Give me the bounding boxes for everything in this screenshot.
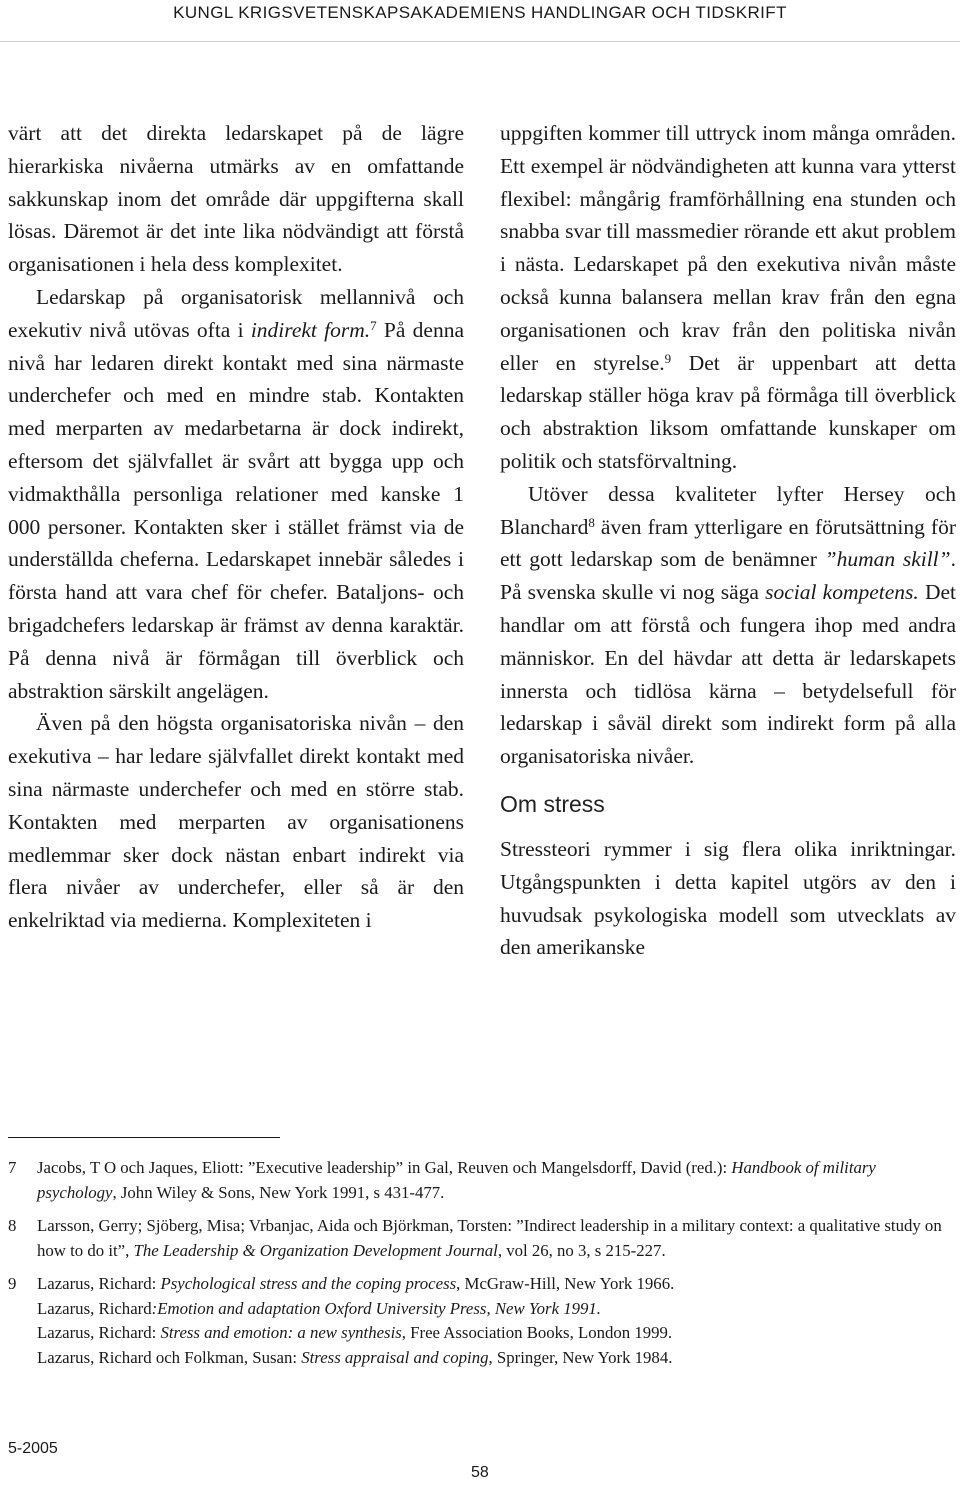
- right-paragraph-2: [500, 478, 956, 773]
- footnote-8: [8, 1214, 956, 1263]
- footnotes: [8, 1156, 956, 1379]
- footnote-title: Handbook of military psychology: [37, 1158, 876, 1202]
- footnote-text: Larsson, Gerry; Sjöberg, Misa; Vrbanjac, Aida och Björkman, Torsten: ”Indirect leadership in a military context: a qualitative study on how to do it”,: [37, 1216, 942, 1260]
- section-heading: Om stress: [500, 790, 605, 817]
- footnote-text: , vol 26, no 3, s 215-227.: [497, 1240, 666, 1260]
- right-paragraph-1: [500, 117, 956, 478]
- footnote-9: [8, 1272, 956, 1370]
- right-p2-text-b: även fram ytterligare en förutsättning för ett gott ledarskap som de benämner: [500, 514, 956, 572]
- footnote-title: Psychological stress and the coping process: [160, 1274, 457, 1293]
- footnote-text: , Free Association Books, London 1999.: [401, 1323, 673, 1342]
- footnote-text: , John Wiley & Sons, New York 1991, s 431-477.: [112, 1182, 445, 1202]
- footnote-text: Springer, New York 1984.: [492, 1347, 673, 1367]
- right-p2-text-a: Utöver dessa kvaliteter lyfter Hersey och Blanchard: [500, 481, 956, 539]
- footnote-line: [37, 1321, 956, 1346]
- left-column: [8, 117, 464, 937]
- right-p2-text-d: Det handlar om att förstå och fungera ihop med andra människor. En del hävdar att detta är ledarskapets innersta och tidlösa kärna – betydelsefull för ledarskap i såväl direkt som indirekt form på alla organisatoriska nivåer.: [500, 580, 956, 769]
- right-p2-emphasis-2: social kompetens.: [765, 580, 919, 605]
- right-p2-text-c: . På svenska skulle vi nog säga: [500, 547, 956, 605]
- footnote-title: The Leadership & Organization Development Journal: [133, 1240, 498, 1260]
- footnote-ref-7: 7: [370, 317, 377, 333]
- running-header: [0, 0, 960, 42]
- footnote-number: 8: [8, 1216, 17, 1235]
- footnote-text: Jacobs, T O och Jaques, Eliott: ”Executive leadership” in Gal, Reuven och Mangelsdorff, David (red.):: [37, 1158, 732, 1177]
- left-p2-emphasis: indirekt form.: [250, 317, 371, 342]
- page-number: 58: [471, 1464, 489, 1481]
- footnote-text: Lazarus, Richard och Folkman, Susan:: [37, 1347, 302, 1367]
- left-paragraph-1: värt att det direkta ledarskapet på de lägre hierarkiska nivåerna utmärks av en omfattande sakkunskap inom det område där uppgifterna skall lösas. Däremot är det inte lika nödvändigt att förstå organisationen i hela dess komplexitet.: [8, 121, 464, 277]
- footnote-divider: [8, 1137, 280, 1138]
- footnote-line: [37, 1346, 956, 1371]
- left-paragraph-2: [8, 281, 464, 707]
- right-p1-text-b: Det är uppenbart att detta ledarskap ställer höga krav på förmåga till överblick och abstraktion liksom omfattande kunskaper om politik och statsförvaltning.: [500, 350, 956, 473]
- footnote-line: [37, 1272, 956, 1297]
- right-p2-emphasis-1: ”human skill”: [824, 547, 951, 572]
- footnote-line: [37, 1297, 956, 1322]
- left-p2-text-b: På denna nivå har ledaren direkt kontakt med sina närmaste underchefer och med en mindre stab. Kontakten med merparten av medarbetarna är dock indirekt, eftersom det självfallet är svårt att bygga upp och vidmakthålla personliga relationer med kanske 1 000 personer. Kontakten sker i stället främst via de underställda cheferna. Ledarskapet innebär således i första hand att vara chef för chefer. Bataljons- och brigadchefers ledarskap är främst av denna karaktär. På denna nivå är förmågan till överblick och abstraktion särskilt angelägen.: [8, 317, 464, 703]
- footnote-number: 9: [8, 1274, 17, 1293]
- footnote-number: 7: [8, 1158, 17, 1177]
- right-column: [500, 117, 956, 964]
- footnote-text: Lazarus, Richard:: [37, 1323, 161, 1342]
- footnote-ref-9: 9: [664, 350, 672, 366]
- footnote-text: , McGraw-Hill, New York 1966.: [456, 1274, 675, 1293]
- footnote-title: Stress and emotion: a new synthesis: [160, 1323, 402, 1342]
- footnote-text: Lazarus, Richard: [37, 1298, 152, 1318]
- footnote-text: Lazarus, Richard:: [37, 1274, 161, 1293]
- footnote-ref-8: 8: [588, 514, 595, 530]
- left-paragraph-3: Även på den högsta organisatoriska nivån – den exekutiva – har ledare självfallet direkt kontakt med sina närmaste underchefer och med en större stab. Kontakten med merparten av organisationens medlemmar sker dock nästan enbart indirekt via flera nivåer av underchefer, eller så är den enkelriktad via medierna. Komplexiteten i: [8, 711, 464, 933]
- footnote-title: :Emotion and adaptation Oxford University Press, New York 1991.: [151, 1298, 601, 1318]
- footnote-title: Stress appraisal and coping,: [301, 1347, 493, 1367]
- journal-title: KUNGL KRIGSVETENSKAPSAKADEMIENS HANDLINGAR OCH TIDSKRIFT: [173, 3, 787, 22]
- right-p1-text-a: uppgiften kommer till uttryck inom många områden. Ett exempel är nödvändigheten att kunna vara ytterst flexibel: mångårig framförhållning ena stunden och snabba svar till massmedier rörande ett akut problem i nästa. Ledarskapet på den exekutiva nivån måste också kunna balansera mellan krav från den egna organisationen och krav från den politiska nivån eller en styrelse.: [500, 121, 956, 375]
- right-paragraph-3: Stressteori rymmer i sig flera olika inriktningar. Utgångspunkten i detta kapitel utgörs av den i huvudsak psykologiska modell som utvecklats av den amerikanske: [500, 836, 956, 960]
- issue-label: 5-2005: [8, 1440, 58, 1457]
- left-p2-text-a: Ledarskap på organisatorisk mellannivå och exekutiv nivå utövas ofta i: [8, 284, 464, 342]
- footnote-7: [8, 1156, 956, 1205]
